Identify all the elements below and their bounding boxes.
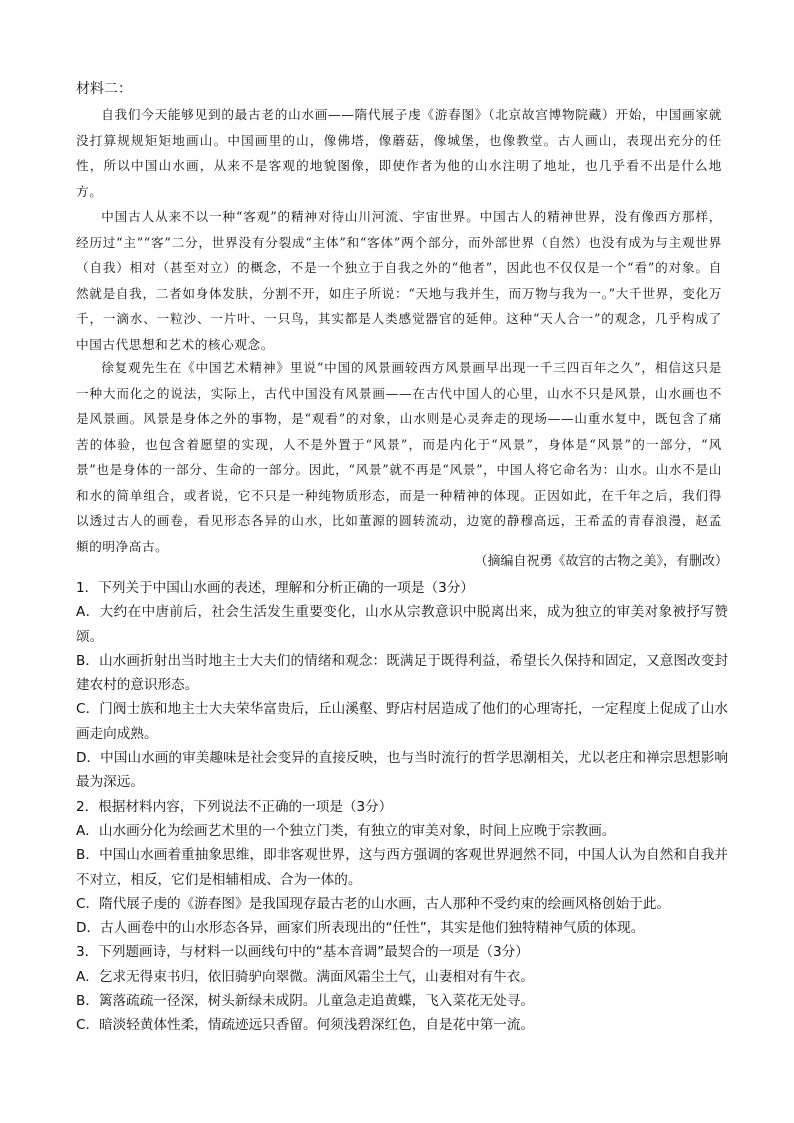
question-3-option-a: A．乞求无得束书归，依旧骑驴向翠微。满面风霜尘土气，山妻相对有牛衣。 [76,968,534,985]
question-2-option-b: B．中国山水画着重抽象思维，即非客观世界，这与西方强调的客观世界迥然不同，中国人认为自然和自我并不对立，相反，它们是相辅相成、合为一体的。 [76,847,728,888]
question-1-option-d: D．中国山水画的审美趣味是社会变异的直接反映，也与当时流行的哲学思潮相关，尤以老庄和禅宗思想影响最为深远。 [76,750,728,791]
passage-paragraph-3: 徐复观先生在《中国艺术精神》里说“中国的风景画较西方风景画早出现一千三四百年之久”，相信这只是一种大而化之的说法，实际上，古代中国没有风景画——在古代中国人的心里，山水不只是风景，山水画也不是风景画。风景是身体之外的事物，是“观看”的对象，山水则是心灵奔走的现场——山重水复中，既包含了痛苦的体验，也包含着愿望的实现，人不是外置于“风景”，而是内化于“风景”，身体是“风景”的一部分，“风景”也是身体的一部分、生命的一部分。因此，“风景”就不再是“风景”，中国人将它命名为：山水。山水不是山和水的简单组合，或者说，它不只是一种纯物质形态，而是一种精神的体现。正因如此，在千年之后，我们得以透过古人的画卷，看见形态各异的山水，比如董源的圆转流动，边宽的静穆高远，王希孟的青春浪漫，赵孟頫的明净高古。 [76,360,722,554]
question-1-option-b: B．山水画折射出当时地主士大夫们的情绪和观念：既满足于既得利益，希望长久保持和固定，又意图改变封建农村的意识形态。 [76,652,728,694]
question-1-option-c: C．门阀士族和地主士大夫荣华富贵后，丘山溪壑、野店村居造成了他们的心理寄托，一定程度上促成了山水画走向成熟。 [76,701,728,742]
question-3-option-b: B．篱落疏疏一径深，树头新绿未成阴。儿童急走追黄蝶，飞入菜花无处寻。 [76,993,534,1010]
question-2-option-a: A．山水画分化为绘画艺术里的一个独立门类，有独立的审美对象，时间上应晚于宗教画。 [76,822,616,839]
passage-paragraph-2: 中国古人从来不以一种“客观”的精神对待山川河流、宇宙世界。中国古人的精神世界，没有像西方那样，经历过“主”“客”二分，世界没有分裂成“主体”和“客体”两个部分，而外部世界（自然）也没有成为与主观世界（自我）相对（甚至对立）的概念，不是一个独立于自我之外的“他者”，因此也不仅仅是一个“看”的对象。自然就是自我，二者如身体发肤，分割不开，如庄子所说：“天地与我并生，而万物与我为一。”大千世界，变化万千，一滴水、一粒沙、一片叶、一只鸟，其实都是人类感觉器官的延伸。这种“天人合一”的观念，几乎构成了中国古代思想和艺术的核心观念。 [76,209,722,352]
question-1-stem: 1．下列关于中国山水画的表述，理解和分析正确的一项是（3分） [76,580,474,596]
material-title: 材料二： [76,81,132,97]
question-1-option-a: A．大约在中唐前后，社会生活发生重要变化，山水从宗教意识中脱离出来，成为独立的审美对象被抒写赞颂。 [76,604,728,645]
source-citation: （摘编自祝勇《故宫的古物之美》，有删改） [474,554,728,569]
passage-paragraph-1: 自我们今天能够见到的最古老的山水画——隋代展子虔《游春图》（北京故宫博物院藏）开始，中国画家就没打算规规矩矩地画山。中国画里的山，像佛塔，像蘑菇，像城堡，也像教堂。古人画山，表现出充分的任性，所以中国山水画，从来不是客观的地貌图像，即使作者为他的山水注明了地址，也几乎看不出是什么地方。 [76,107,722,199]
question-3-stem: 3．下列题画诗，与材料一以画线句中的“基本音调”最契合的一项是（3分） [76,944,529,961]
question-2-stem: 2．根据材料内容，下列说法不正确的一项是（3分） [76,798,393,815]
question-list [76,576,728,1038]
question-3-option-c: C．暗淡轻黄体性柔，情疏迹远只香留。何须浅碧深红色，自是花中第一流。 [76,1017,535,1034]
question-2-option-d: D．古人画卷中的山水形态各异，画家们所表现出的“任性”，其实是他们独特精神气质的体现。 [76,920,645,937]
question-2-option-c: C．隋代展子虔的《游春图》是我国现存最古老的山水画，古人那种不受约束的绘画风格创始于此。 [76,895,671,912]
